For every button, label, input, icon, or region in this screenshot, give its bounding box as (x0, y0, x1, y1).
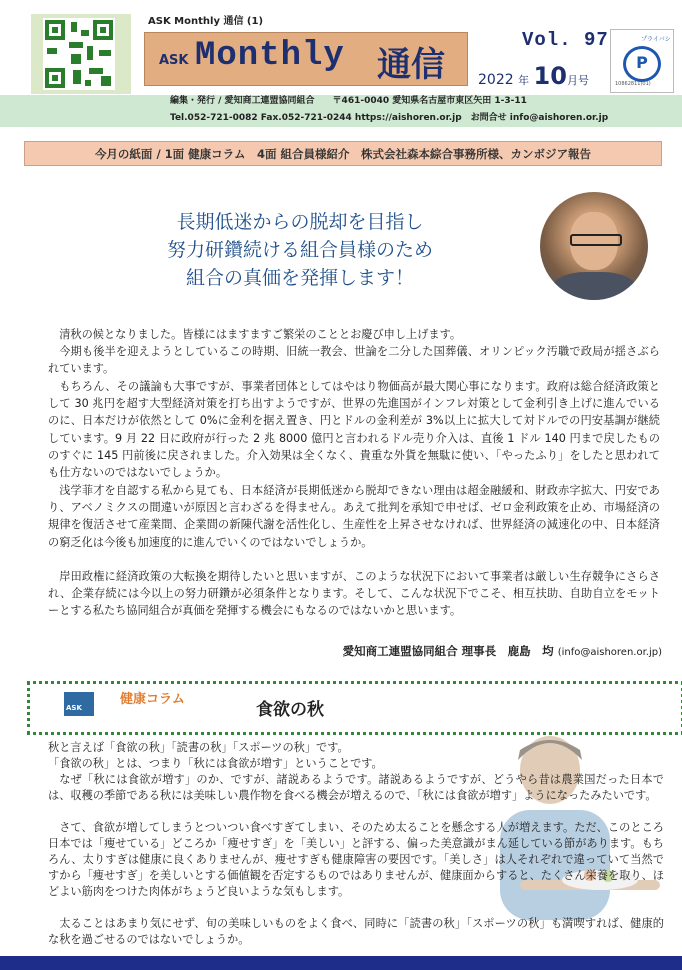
ask-logo-text: ASK (66, 704, 82, 712)
column-title: 食欲の秋 (256, 700, 324, 720)
issue-year: 2022 (478, 72, 514, 88)
article-paragraph: もちろん、その議論も大事ですが、事業者団体としてはやはり物価高が最大関心事になります。政府は総合経済政策として 30 兆円を超す大型経済対策を打ち出すようですが、世界の先進国がインフレ対策として金利引き上げに進んでいるのに、日本だけが依然として 0%に金利を据え置き、円とドルの金利差が 3%以上に拡大して対ドルでの円安基調が継続しています。9 月 22 日に政府が行った 2 兆 8000 億円と言われるドル売り介入は、直後 1 ドル 140 円まで戻したもののすぐに 145 円前後に戻されました。介入効果は全くなく、貴重な外貨を無駄に使い、「やったふり」をしたと思われても仕方ないのではないでしょうか。 (48, 380, 660, 480)
issue-year-unit: 年 (518, 74, 530, 87)
privacy-mark-number: 10862811(01) (615, 81, 651, 87)
newsletter-logo (144, 32, 468, 86)
signature-email: (info@aishoren.or.jp) (557, 647, 662, 658)
page-bottom-bar (0, 956, 682, 970)
issue-pre-title: ASK Monthly 通信 (1) (148, 16, 264, 27)
column-paragraph: さて、食欲が増してしまうとついつい食べすぎてしまい、そのため太ることを懸念する人が増えます。ただ、このところ日本では「痩せている」どころか「痩せすぎ」を「美しい」と評する、偏った美意識がまん延している節があります。もちろん、太りすぎは健康に良くありませんが、痩せすぎも健康障害の要因です。「美しさ」は人それぞれで違っていて当然ですから「痩せすぎ」を美しいとする価値観を否定するものではありませんが、健康面からすると、たくさん栄養を取り、ほどよい筋肉をつけた肉体がちょうど良いような気もします。 (48, 821, 664, 898)
issue-month: 10 (533, 62, 567, 90)
ask-logo-icon (64, 692, 94, 716)
article-signature (300, 643, 662, 659)
portrait-body (552, 272, 636, 300)
column-paragraph: 「食欲の秋」とは、つまり「秋には食欲が増す」ということです。 (48, 757, 383, 770)
headline-line: 努力研鑽続ける組合員様のため (166, 239, 433, 261)
column-paragraph: 太ることはあまり気にせず、旬の美味しいものをよく食べ、同時に「読書の秋」「スポーツの秋」も満喫すれば、健康的な秋を過ごせるのではないでしょうか。 (48, 917, 664, 946)
article-paragraph: 清秋の候となりました。皆様にはますますご繁栄のこととお慶び申し上げます。 (59, 328, 462, 341)
health-column-header (27, 681, 682, 735)
article-paragraph: 今期も後半を迎えようとしているこの時期、旧統一教会、世論を二分した国葬儀、オリンピック汚職で政局が揺さぶられています。 (48, 345, 660, 376)
privacy-mark-badge (610, 29, 674, 93)
privacy-mark-label: プライバシー (641, 36, 671, 52)
column-paragraph: 秋と言えば「食欲の秋」「読書の秋」「スポーツの秋」です。 (48, 741, 349, 754)
logo-tsushin-text: 通信 (377, 45, 445, 85)
qr-code-pattern (43, 18, 115, 90)
qr-code (31, 14, 131, 94)
column-paragraph: なぜ「秋には食欲が増す」のか、ですが、諸説あるようです。諸説あるようですが、どうやら昔は農業国だった日本では、収穫の季節である秋には美味しい農作物を食べる機会が増えるので、「秋には食欲が増す」ようになったみたいです。 (48, 773, 664, 802)
publisher-contact: Tel.052-721-0082 Fax.052-721-0244 https://aishoren.or.jp お問合せ info@aishoren.or.jp (170, 113, 609, 123)
headline-line: 組合の真価を発揮します！ (185, 267, 414, 289)
privacy-mark-icon (623, 46, 661, 82)
article-paragraph: 岸田政権に経済政策の大転換を期待したいと思いますが、このような状況下において事業者は厳しい生存競争にさらされ、企業存続には今以上の努力研鑽が必須条件となります。そして、こんな状況下でこそ、相互扶助、自助自立をモットーとする私たち協同組合が真価を発揮する機会にもなるのではないかと思います。 (48, 570, 660, 618)
headline-line: 長期低迷からの脱却を目指し (176, 211, 424, 233)
author-portrait (540, 192, 648, 300)
article-headline (120, 208, 480, 292)
issue-date (478, 62, 589, 90)
contents-text: 今月の紙面 / 1面 健康コラム 4面 組合員様紹介 株式会社森本綜合事務所様、カンボジア報告 (94, 147, 592, 161)
portrait-glasses (570, 234, 622, 246)
signature-name: 愛知商工連盟協同組合 理事長 鹿島 均 (342, 644, 554, 658)
privacy-mark-letter: P (636, 53, 648, 72)
volume-number: Vol. 97 (522, 29, 609, 51)
logo-monthly-text: Monthly (195, 37, 345, 75)
logo-ask-text: ASK (159, 53, 189, 68)
issue-month-unit: 月号 (566, 74, 589, 87)
publisher-address: 編集・発行 / 愛知商工連盟協同組合 〒461-0040 愛知県名古屋市東区矢田 1-3-11 (170, 96, 527, 106)
article-paragraph: 浅学菲才を自認する私から見ても、日本経済が長期低迷から脱却できない理由は超金融緩和、財政赤字拡大、円安であり、アベノミクスの間違いが原因と言わざるを得ません。あえて批判を承知で申せば、ゼロ金利政策を止め、市場経済の規律を復活させて産業間、企業間の新陳代謝を活性化し、生産性を上昇させなければ、世界経済の減速化の中、日本経済の窮乏化は今後も加速度的に進んでいくのではないでしょうか。 (48, 484, 660, 549)
contents-bar (24, 141, 662, 166)
column-category-label: 健康コラム (120, 692, 185, 707)
